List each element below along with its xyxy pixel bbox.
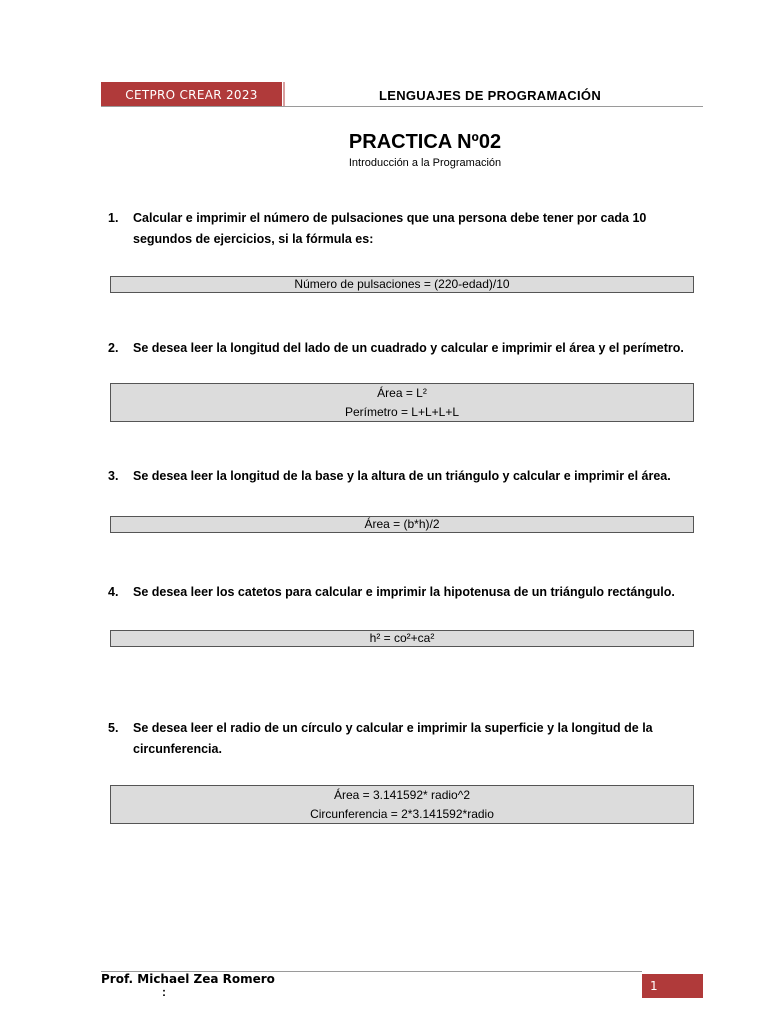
formula-line: Perímetro = L+L+L+L <box>344 405 460 419</box>
exercise-number: 3. <box>108 469 119 483</box>
exercise-text: Se desea leer el radio de un círculo y calcular e imprimir la superficie y la longitud de la circunferencia. <box>133 721 653 756</box>
header-divider <box>101 106 703 107</box>
formula-box-4 <box>110 630 694 647</box>
header-course-tag: CETPRO CREAR 2023 <box>101 82 282 107</box>
exercise-number: 4. <box>108 585 119 599</box>
exercise-3 <box>108 466 698 487</box>
formula-line: Número de pulsaciones = (220-edad)/10 <box>294 277 510 291</box>
formula-box-5 <box>110 785 694 824</box>
formula-line: h² = co²+ca² <box>369 631 435 645</box>
page-subtitle: Introducción a la Programación <box>348 157 502 169</box>
formula-line: Área = L² <box>377 386 427 400</box>
exercise-5 <box>108 718 698 760</box>
exercise-text: Se desea leer la longitud de la base y la altura de un triángulo y calcular e imprimir el área. <box>133 469 671 483</box>
footer-author: Prof. Michael Zea Romero <box>101 972 275 986</box>
exercise-number: 1. <box>108 211 119 225</box>
exercise-1 <box>108 208 698 250</box>
page-number: 1 <box>642 974 703 998</box>
formula-box-2 <box>110 383 694 422</box>
formula-line: Área = (b*h)/2 <box>364 517 440 531</box>
formula-box-3 <box>110 516 694 533</box>
exercise-4 <box>108 582 698 603</box>
exercise-2 <box>108 338 698 359</box>
exercise-text: Se desea leer la longitud del lado de un cuadrado y calcular e imprimir el área y el perímetro. <box>133 341 684 355</box>
exercise-text: Calcular e imprimir el número de pulsaciones que una persona debe tener por cada 10 segundos de ejercicios, si la fórmula es: <box>133 211 647 246</box>
formula-box-1 <box>110 276 694 293</box>
formula-line: Área = 3.141592* radio^2 <box>333 788 471 802</box>
page-title: PRACTICA Nº02 <box>348 131 502 153</box>
exercise-number: 5. <box>108 721 119 735</box>
exercise-number: 2. <box>108 341 119 355</box>
header-course-title: LENGUAJES DE PROGRAMACIÓN <box>378 88 602 103</box>
exercise-text: Se desea leer los catetos para calcular e imprimir la hipotenusa de un triángulo rectángulo. <box>133 585 675 599</box>
formula-line: Circunferencia = 2*3.141592*radio <box>310 807 494 821</box>
footer-mark: : <box>162 985 166 999</box>
